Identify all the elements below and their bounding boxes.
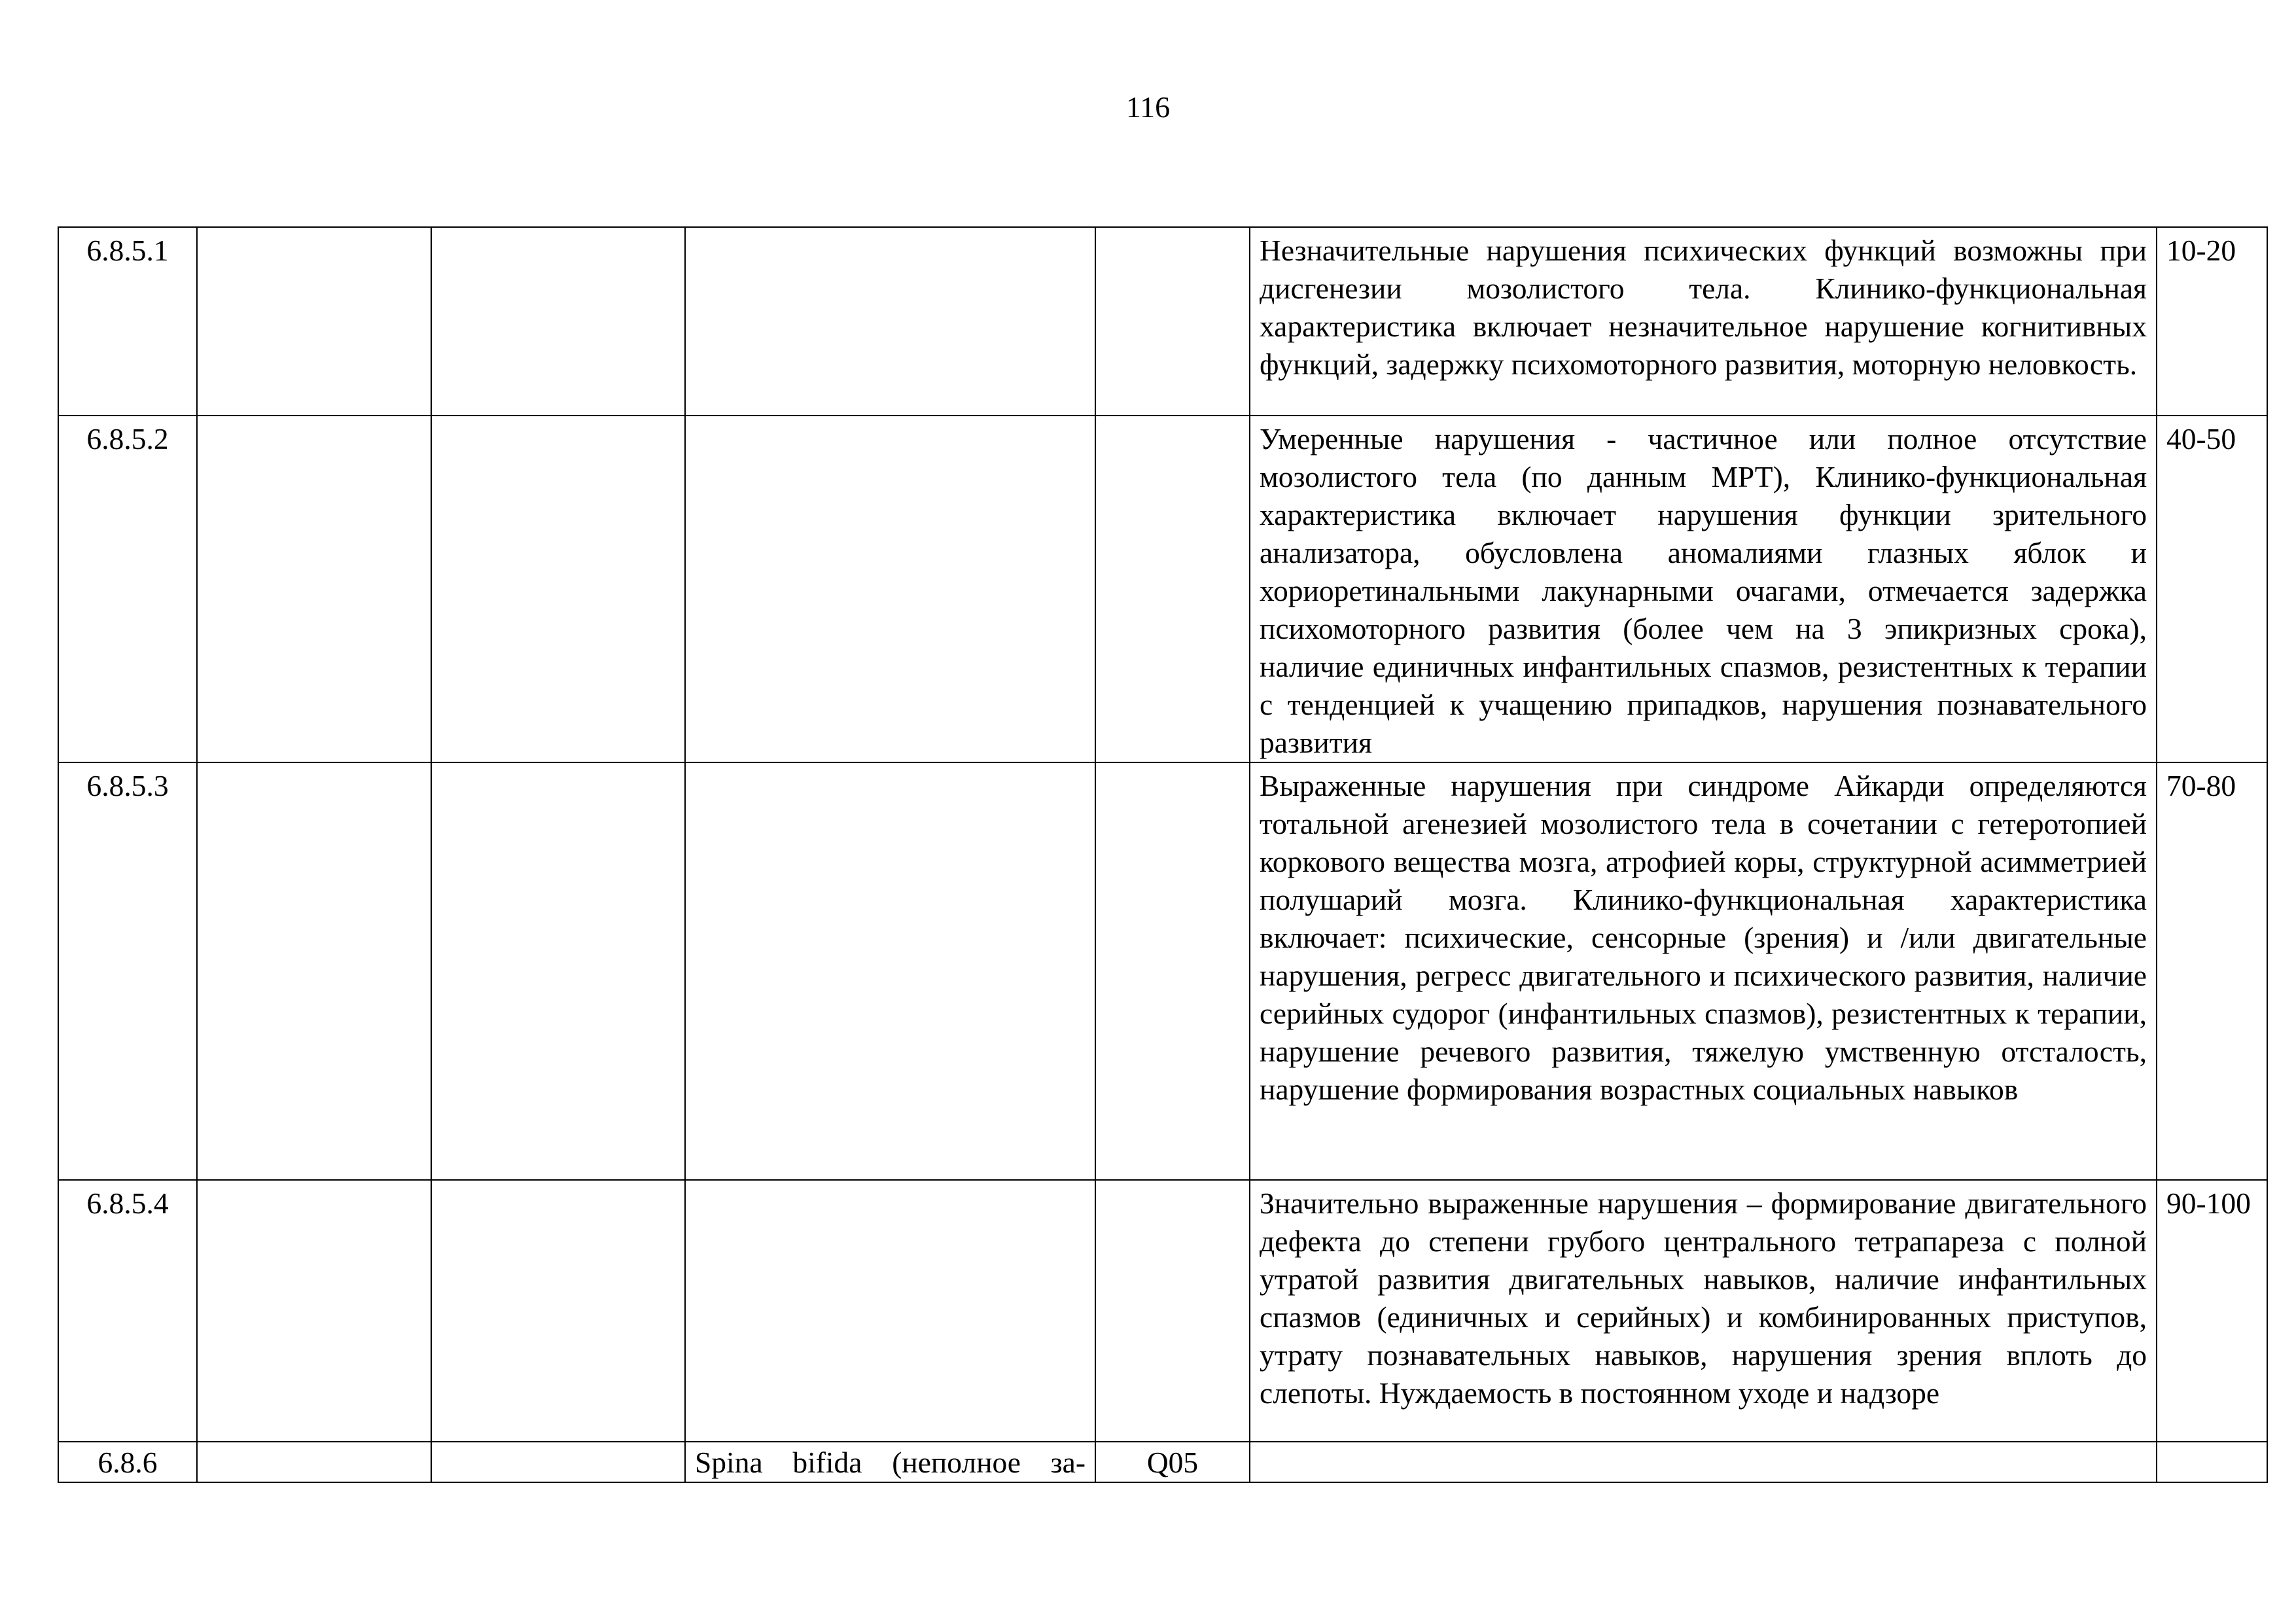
empty-cell (431, 1180, 685, 1442)
empty-cell (197, 227, 431, 416)
empty-cell (685, 1180, 1095, 1442)
row-description: Умеренные нарушения - частичное или полное отсутствие мозолистого тела (по данным МРТ), Клинико-функциональная характеристика включает нарушения функции зрительного анализатора, обусловлена аномалиями глазных яблок и хориоретинальными лакунарными очагами, отмечается задержка психомоторного развития (более чем на 3 эпикризных срока), наличие единичных инфантильных спазмов, резистентных к терапии с тенденцией к учащению припадков, нарушения познавательного развития (1250, 416, 2157, 762)
empty-cell (685, 762, 1095, 1180)
table-row (58, 227, 2267, 416)
table-row (58, 416, 2267, 762)
row-percent: 10-20 (2157, 227, 2267, 416)
criteria-table (58, 226, 2268, 1483)
empty-cell (431, 762, 685, 1180)
row-code: 6.8.5.3 (58, 762, 197, 1180)
empty-cell (685, 416, 1095, 762)
empty-cell (1095, 416, 1250, 762)
empty-cell (197, 1180, 431, 1442)
table-row (58, 762, 2267, 1180)
empty-cell (685, 227, 1095, 416)
empty-cell (1095, 1180, 1250, 1442)
empty-cell (197, 762, 431, 1180)
row-description: Незначительные нарушения психических функций возможны при дисгенезии мозолистого тела. Клинико-функциональная характеристика включает незначительное нарушение когнитивных функций, задержку психомоторного развития, моторную неловкость. (1250, 227, 2157, 416)
empty-cell (2157, 1442, 2267, 1482)
empty-cell (431, 1442, 685, 1482)
row-icd-code: Q05 (1095, 1442, 1250, 1482)
row-code: 6.8.5.4 (58, 1180, 197, 1442)
row-code: 6.8.5.2 (58, 416, 197, 762)
empty-cell (431, 416, 685, 762)
row-code: 6.8.6 (58, 1442, 197, 1482)
table-row (58, 1180, 2267, 1442)
empty-cell (197, 416, 431, 762)
empty-cell (197, 1442, 431, 1482)
page-number: 116 (1125, 90, 1171, 124)
row-percent: 90-100 (2157, 1180, 2267, 1442)
empty-cell (1095, 762, 1250, 1180)
table-row (58, 1442, 2267, 1482)
empty-cell (1250, 1442, 2157, 1482)
empty-cell (431, 227, 685, 416)
empty-cell (1095, 227, 1250, 416)
row-percent: 70-80 (2157, 762, 2267, 1180)
row-description: Значительно выраженные нарушения – формирование двигательного дефекта до степени грубого центрального тетрапареза с полной утратой развития двигательных навыков, наличие инфантильных спазмов (единичных и серийных) и комбинированных приступов, утрату познавательных навыков, нарушения зрения вплоть до слепоты. Нуждаемость в постоянном уходе и надзоре (1250, 1180, 2157, 1442)
row-percent: 40-50 (2157, 416, 2267, 762)
row-nosology: Spina bifida (неполное за- (685, 1442, 1095, 1482)
row-code: 6.8.5.1 (58, 227, 197, 416)
row-description: Выраженные нарушения при синдроме Айкарди определяются тотальной агенезией мозолистого тела в сочетании с гетеротопией коркового вещества мозга, атрофией коры, структурной асимметрией полушарий мозга. Клинико-функциональная характеристика включает: психические, сенсорные (зрения) и /или двигательные нарушения, регресс двигательного и психического развития, наличие серийных судорог (инфантильных спазмов), резистентных к терапии, нарушение речевого развития, тяжелую умственную отсталость, нарушение формирования возрастных социальных навыков (1250, 762, 2157, 1180)
